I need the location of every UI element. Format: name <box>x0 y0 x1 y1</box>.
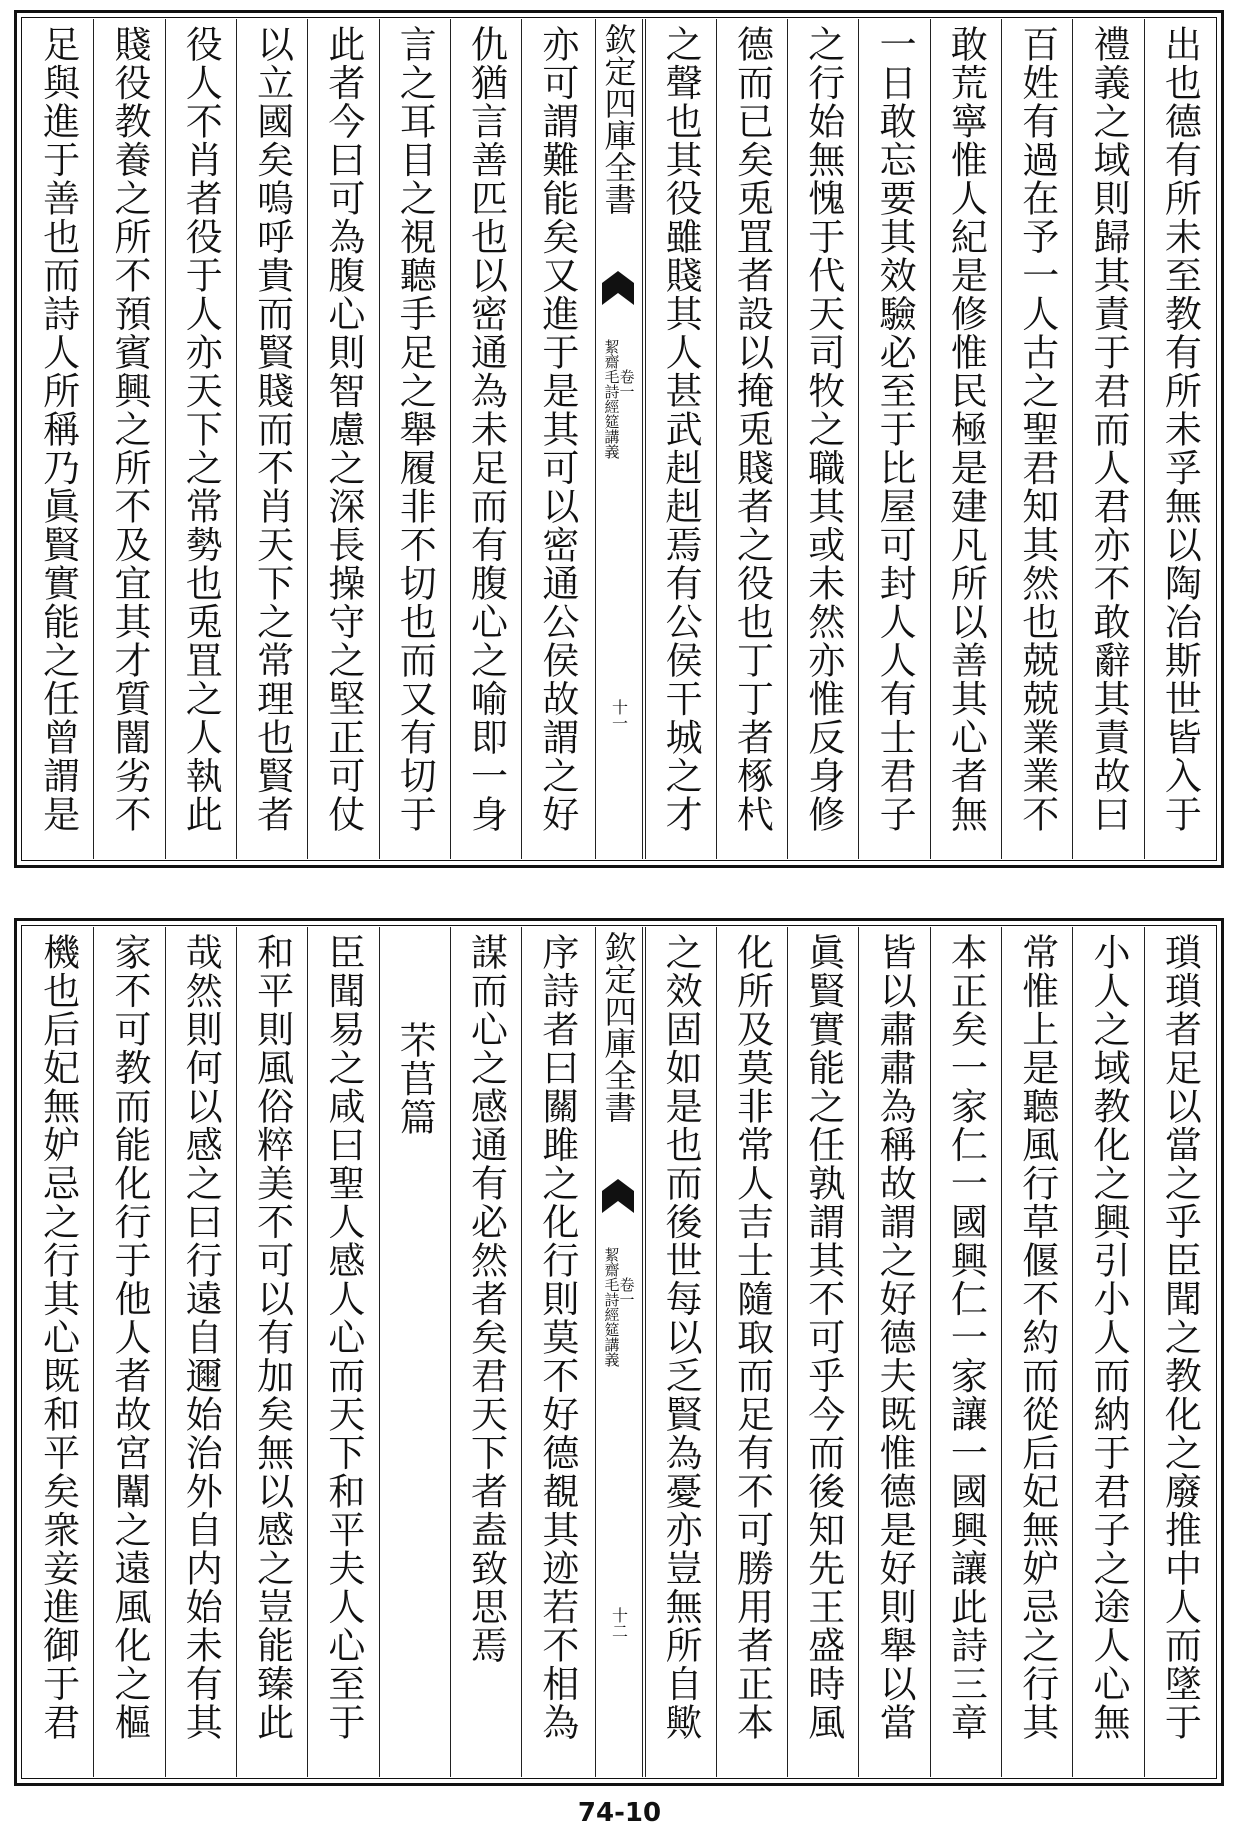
text-column: 之效固如是也而後世每以乏賢為憂亦豈無所自歟 <box>645 927 716 1777</box>
book-title: 絜齋毛詩經筵講義 <box>602 339 621 459</box>
page-center-fold <box>595 927 643 1777</box>
text-column: 機也后妃無妒忌之行其心既和平矣衆妾進御于君 <box>36 933 80 1742</box>
text-column: 役人不肖者役于人亦天下之常勢也兎罝之人執此 <box>165 19 236 859</box>
text-column: 禮義之域則歸其責于君而人君亦不敢辭其責故曰 <box>1072 19 1143 859</box>
section-heading: 芣苢篇 <box>379 927 450 1777</box>
text-column: 賤役教養之所不預賓興之所不及宜其才質闇劣不 <box>93 19 164 859</box>
text-column: 出也德有所未至教有所未孚無以陶冶斯世皆入于 <box>1144 19 1215 859</box>
text-column: 謀而心之感通有必然者矣君天下者盍致思焉 <box>450 927 521 1777</box>
text-column: 足與進于善也而詩人所稱乃眞賢實能之任曾謂是 <box>36 25 80 834</box>
page-number: 74-10 <box>577 1798 662 1828</box>
text-column: 小人之域教化之興引小人而納于君子之途人心無 <box>1072 927 1143 1777</box>
text-column: 言之耳目之視聽手足之舉履非不切也而又有切于 <box>379 19 450 859</box>
volume-label: 卷一 <box>617 369 636 399</box>
fishtail-mark-icon <box>602 269 634 305</box>
page-center-fold <box>595 19 643 859</box>
text-column: 德而已矣兎罝者設以掩兎賤者之役也丁丁者椓杙 <box>716 19 787 859</box>
book-title: 絜齋毛詩經筵講義 <box>602 1247 621 1367</box>
text-column: 百姓有過在予一人古之聖君知其然也兢兢業業不 <box>1001 19 1072 859</box>
text-column: 之行始無愧于代天司牧之職其或未然亦惟反身修 <box>787 19 858 859</box>
fishtail-mark-icon <box>602 1177 634 1213</box>
text-column: 眞賢實能之任孰謂其不可乎今而後知先王盛時風 <box>787 927 858 1777</box>
leaf-number: 十二 <box>609 1607 629 1639</box>
collection-title: 欽定四庫全書 <box>599 931 638 1123</box>
text-column: 之聲也其役雖賤其人甚武赳赳焉有公侯干城之才 <box>645 19 716 859</box>
text-column: 化所及莫非常人吉士隨取而足有不可勝用者正本 <box>716 927 787 1777</box>
text-column: 序詩者曰關雎之化行則莫不好德覩其迹若不相為 <box>521 927 592 1777</box>
text-column: 哉然則何以感之曰行遠自邇始治外自内始未有其 <box>165 927 236 1777</box>
text-column: 本正矣一家仁一國興仁一家讓一國興讓此詩三章 <box>930 927 1001 1777</box>
text-column: 瑣瑣者足以當之乎臣聞之教化之廢推中人而墜于 <box>1144 927 1215 1777</box>
text-column: 和平則風俗粹美不可以有加矣無以感之豈能臻此 <box>236 927 307 1777</box>
collection-title: 欽定四庫全書 <box>599 23 638 215</box>
text-column: 以立國矣嗚呼貴而賢賤而不肖天下之常理也賢者 <box>236 19 307 859</box>
text-column: 家不可教而能化行于他人者故宮闈之遠風化之樞 <box>93 927 164 1777</box>
upper-page-columns <box>23 19 1215 859</box>
text-column: 臣聞易之咸曰聖人感人心而天下和平夫人心至于 <box>307 927 378 1777</box>
text-column: 常惟上是聽風行草偃不約而從后妃無妒忌之行其 <box>1001 927 1072 1777</box>
text-column: 此者今曰可為腹心則智慮之深長操守之堅正可仗 <box>307 19 378 859</box>
volume-label: 卷一 <box>617 1277 636 1307</box>
text-column: 皆以肅肅為稱故謂之好德夫既惟德是好則舉以當 <box>858 927 929 1777</box>
upper-page <box>14 10 1224 868</box>
text-column: 敢荒寧惟人紀是修惟民極是建凡所以善其心者無 <box>930 19 1001 859</box>
lower-page-columns <box>23 927 1215 1777</box>
leaf-number: 十一 <box>609 699 629 731</box>
lower-page <box>14 918 1224 1786</box>
text-column: 仇猶言善匹也以密通為未足而有腹心之喻即一身 <box>450 19 521 859</box>
text-column: 亦可謂難能矣又進于是其可以密通公侯故謂之好 <box>521 19 592 859</box>
text-column: 一日敢忘要其效驗必至于比屋可封人人有士君子 <box>858 19 929 859</box>
